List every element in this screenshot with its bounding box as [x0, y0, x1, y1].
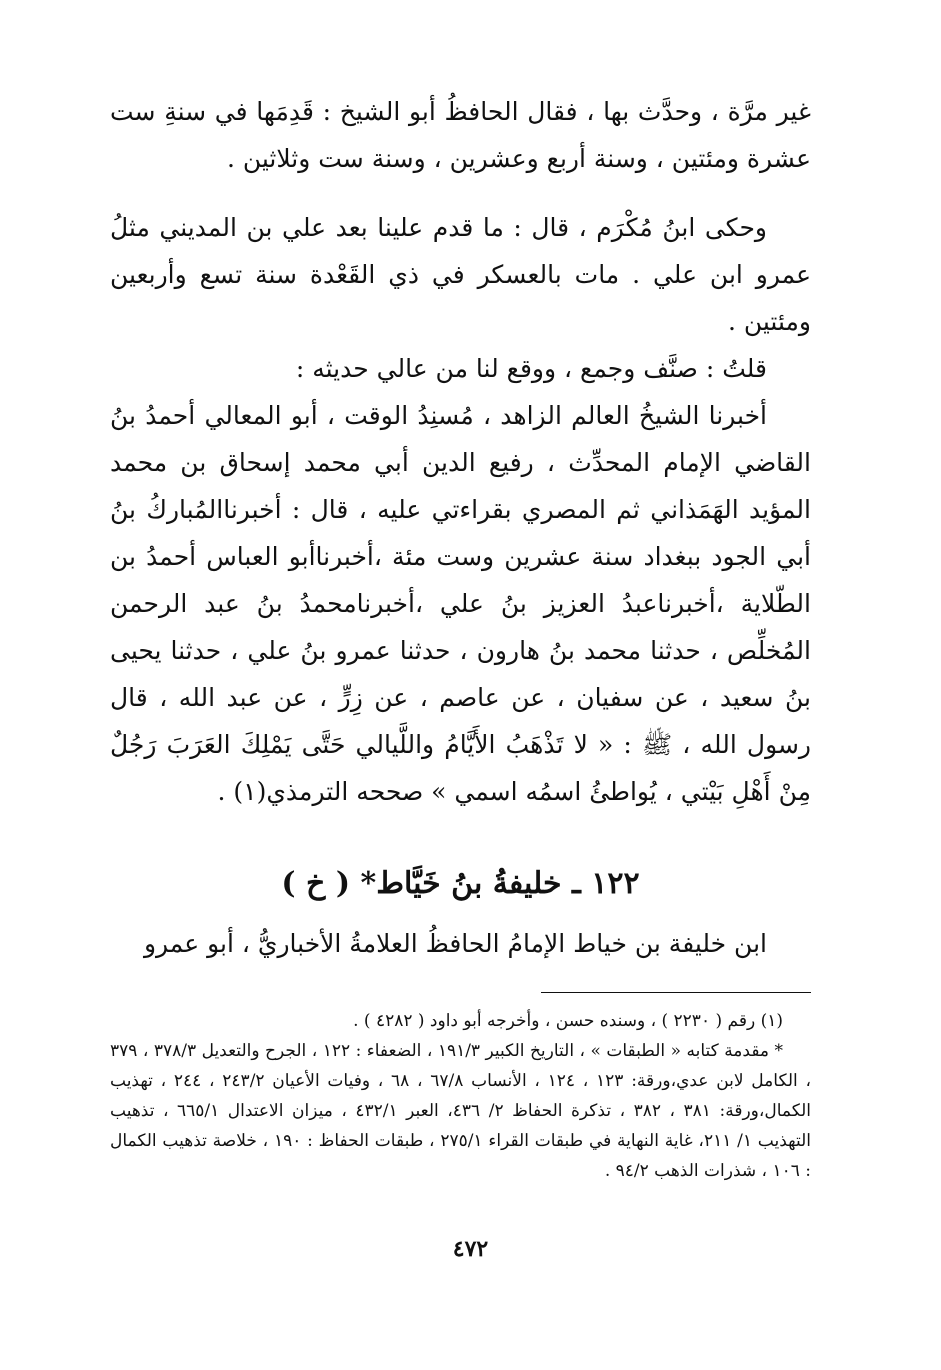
footnotes	[110, 1006, 811, 1186]
page-number: ٤٧٢	[452, 1236, 489, 1262]
paragraph-1: غير مرَّة ، وحدَّث بها ، فقال الحافظُ أبو الشيخ : قَدِمَها في سنةِ ست عشرة ومئتين ، وسنة أربع وعشرين ، وسنة ست وثلاثين .	[110, 97, 811, 173]
footnote-2: * مقدمة كتابه « الطبقات » ، التاريخ الكبير ١٩١/٣ ، الضعفاء : ١٢٢ ، الجرح والتعديل ٣٧٨/٣ ، ٣٧٩ ، الكامل لابن عدي،ورقة: ١٢٣ ، ١٢٤ ، الأنساب ٦٧/٨ ، ٦٨ ، وفيات الأعيان ٢٤٣/٢ ، ٢٤٤ ، تهذيب الكمال،ورقة: ٣٨١ ، ٣٨٢ ، تذكرة الحفاظ ٢/ ٤٣٦، العبر ٤٣٢/١ ، ميزان الاعتدال ٦٦٥/١ ، تذهيب التهذيب ١/ ٢١١، غاية النهاية في طبقات القراء ٢٧٥/١ ، طبقات الحفاظ : ١٩٠ ، خلاصة تذهيب الكمال : ١٠٦ ، شذرات الذهب ٩٤/٢ .	[110, 1041, 812, 1181]
footnote-1: (١) رقم ( ٢٢٣٠ ) ، وسنده حسن ، وأخرجه أبو داود ( ٤٢٨٢ ) .	[353, 1011, 783, 1031]
footnote-separator	[541, 992, 811, 993]
entry-heading: ١٢٢ ـ خليفةُ بنُ خَيَّاط* ( خ )	[281, 866, 640, 901]
paragraph-4: أخبرنا الشيخُ العالم الزاهد ، مُسنِدُ الوقت ، أبو المعالي أحمدُ بنُ القاضي الإمام المحدِّث ، رفيع الدين أبي محمد إسحاق بن محمد المؤيد الهَمَذاني ثم المصري بقراءتي عليه ، قال : أخبرناالمُباركُ بنُ أبي الجود ببغداد سنة عشرين وست مئة ،أخبرناأبو العباس أحمدُ بن الطّلاية ،أخبرناعبدُ العزيز بنُ علي ،أخبرنامحمدُ بنُ عبد الرحمن المُخلِّص ، حدثنا محمد بنُ هارون ، حدثنا عمرو بنُ علي ، حدثنا يحيى بنُ سعيد ، عن سفيان ، عن عاصم ، عن زِرٍّ ، عن عبد الله ، قال رسول الله ، ﷺ : « لا تَذْهَبُ الأَيَّامُ واللَّيالي حَتَّى يَمْلِكَ العَرَبَ رَجُلٌ مِنْ أَهْلِ بَيْتي ، يُواطئُ اسمُه اسمي » صححه الترمذي(١) .	[110, 401, 811, 806]
paragraph-3: قلتُ : صنَّف وجمع ، ووقع لنا من عالي حديثه :	[295, 354, 767, 383]
paragraph-2: وحكى ابنُ مُكْرَم ، قال : ما قدم علينا بعد علي بن المديني مثلُ عمرو ابن علي . مات بالعسكر في ذي القَعْدة سنة تسع وأربعين ومئتين .	[110, 213, 811, 336]
main-text	[110, 88, 811, 815]
entry-first-line: ابن خليفة بن خياط الإمامُ الحافظُ العلامةُ الأخباريُّ ، أبو عمرو	[143, 929, 767, 958]
